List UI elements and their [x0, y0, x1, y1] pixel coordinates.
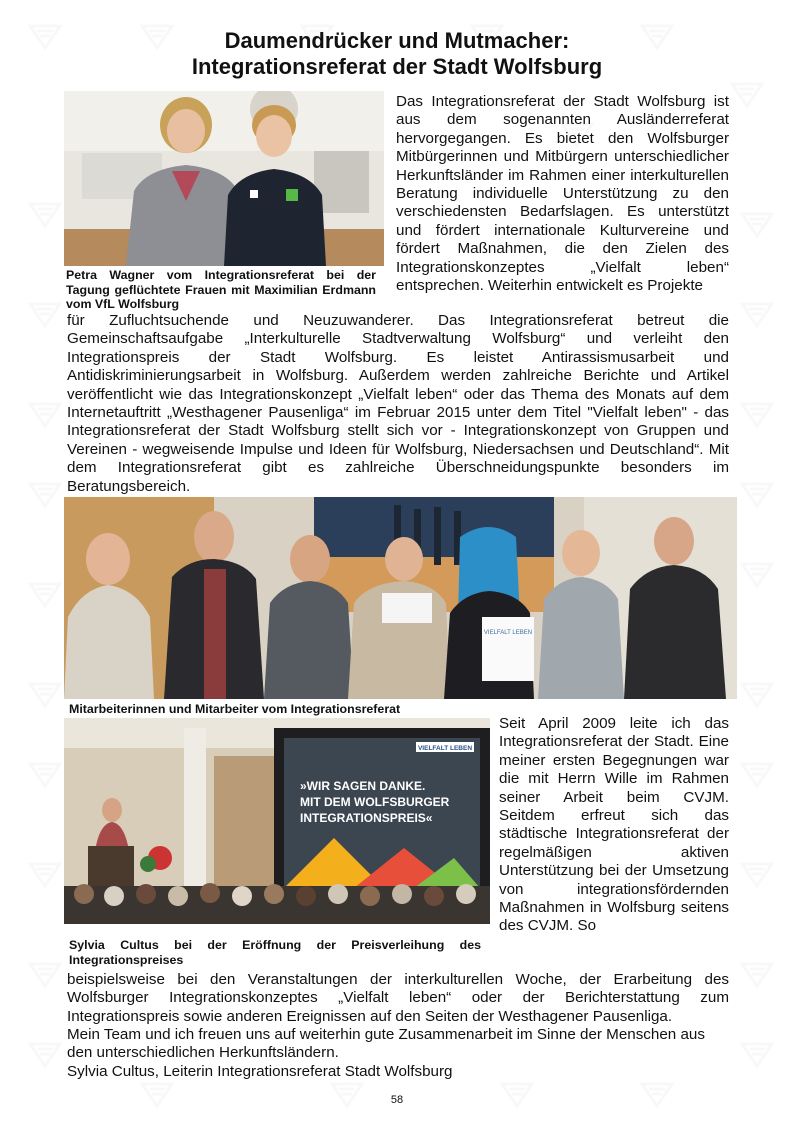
- title-line-2: Integrationsreferat der Stadt Wolfsburg: [191, 54, 603, 79]
- watermark-logo-icon: [28, 300, 62, 328]
- photo-team: [64, 497, 737, 699]
- watermark-logo-icon: [28, 680, 62, 708]
- screen-line-1: »WIR SAGEN DANKE.: [300, 779, 426, 793]
- watermark-logo-icon: [740, 960, 774, 988]
- photo-team-image: [64, 497, 737, 699]
- watermark-logo-icon: [740, 560, 774, 588]
- team-card-text: VIELFALT LEBEN: [483, 630, 533, 636]
- watermark-logo-icon: [28, 960, 62, 988]
- photo-award-ceremony: [64, 718, 490, 924]
- watermark-logo-icon: [740, 860, 774, 888]
- watermark-logo-icon: [740, 680, 774, 708]
- watermark-logo-icon: [730, 80, 764, 108]
- page-number: 58: [390, 1094, 404, 1106]
- watermark-logo-icon: [740, 210, 774, 238]
- page-title: [60, 28, 734, 80]
- watermark-logo-icon: [28, 480, 62, 508]
- leader-paragraph-continued: beispielsweise bei den Veranstaltungen der interkulturellen Woche, der Erarbeitung des Wolfsburger Integrationskonzeptes „Vielfalt leben“ oder der Berichterstattung zum Integrationspreis sowie anderen Ereignissen auf den Seiten der Westhagener Pausenliga.: [67, 971, 729, 1025]
- watermark-logo-icon: [28, 22, 62, 50]
- photo-petra-wagner: [64, 91, 384, 266]
- intro-paragraph-continued: für Zufluchtsuchende und Neuzuwanderer. Das Integrationsreferat betreut die Gemeinschaftsaufgabe „Interkulturelle Stadtverwaltung Wolfsburg“ und verleiht den Integrationspreis der Stadt Wolfsburg. Es leistet Antirassismusarbeit und Antidiskriminierungsarbeit in Wolfsburg. Außerdem werden zahlreiche Berichte und Artikel veröffentlicht wie das Integrationskonzept „Vielfalt leben“ oder das Thema des Monats auf dem Internetauftritt „Westhagener Pausenliga“ im Februar 2015 unter dem Titel "Vielfalt leben" - das Integrationsreferat der Stadt Wolfsburg stellt sich vor - Integrationskonzept von Gruppen und Vereinen - wegweisende Impulse und Ideen für Wolfsburg, Niedersachsen und Deutschland“. Mit dem Integrationsreferat gibt es zahlreiche Überschneidungspunkte besonders im Beratungsbereich.: [67, 312, 729, 495]
- photo-award-ceremony-caption: Sylvia Cultus bei der Eröffnung der Preisverleihung des Integrationspreises: [69, 938, 481, 967]
- photo-team-caption: Mitarbeiterinnen und Mitarbeiter vom Integrationsreferat: [69, 702, 401, 716]
- watermark-logo-icon: [28, 200, 62, 228]
- intro-paragraph-beside-photo: Das Integrationsreferat der Stadt Wolfsburg ist aus dem sogenannten Ausländerreferat hervorgegangen. Es bietet den Wolfsburger Mitbürgerinnen und Mitbürgern unterschiedlicher Herkunftsländer im Rahmen einer interkulturellen Beratung individuelle Unterstützung zu den verschiedensten Bedarfslagen. Es unterstützt und fördert internationale Kulturvereine und fördert Maßnahmen, die den Zielen des Integrationskonzeptes „Vielfalt leben“ entsprechen. Weiterhin entwickelt es Projekte: [396, 93, 729, 295]
- watermark-logo-icon: [740, 400, 774, 428]
- watermark-logo-icon: [740, 480, 774, 508]
- photo-petra-wagner-caption: Petra Wagner vom Integrationsreferat bei der Tagung geflüchtete Frauen mit Maximilian Erdmann vom VfL Wolfsburg: [66, 268, 376, 311]
- screen-line-3: INTEGRATIONSPREIS«: [300, 811, 433, 825]
- title-line-1: Daumendrücker und Mutmacher:: [224, 28, 570, 53]
- watermark-logo-icon: [28, 580, 62, 608]
- watermark-logo-icon: [28, 400, 62, 428]
- watermark-logo-icon: [28, 760, 62, 788]
- watermark-logo-icon: [740, 300, 774, 328]
- signature: Sylvia Cultus, Leiterin Integrationsreferat Stadt Wolfsburg: [67, 1063, 453, 1080]
- photo-award-ceremony-image: [64, 718, 490, 924]
- leader-paragraph-beside-photo: Seit April 2009 leite ich das Integrationsreferat der Stadt. Eine meiner ersten Begegnungen war die mit Herrn Wille im Rahmen seiner Arbeit beim CVJM. Seitdem erfreut sich das städtische Integrationsreferat der regelmäßigen aktiven Unterstützung bei der Umsetzung von integrationsfördernden Maßnahmen in Wolfsburg seitens des CVJM. So: [499, 715, 729, 935]
- photo-petra-wagner-image: [64, 91, 384, 266]
- watermark-logo-icon: [740, 1040, 774, 1068]
- watermark-logo-icon: [28, 860, 62, 888]
- closing-paragraph: Mein Team und ich freuen uns auf weiterhin gute Zusammenarbeit im Sinne der Menschen aus den unterschiedlichen Herkunftsländern.: [67, 1026, 705, 1062]
- screen-line-2: MIT DEM WOLFSBURGER: [300, 795, 450, 809]
- screen-tag-text: VIELFALT LEBEN: [417, 745, 473, 752]
- watermark-logo-icon: [28, 1040, 62, 1068]
- watermark-logo-icon: [740, 760, 774, 788]
